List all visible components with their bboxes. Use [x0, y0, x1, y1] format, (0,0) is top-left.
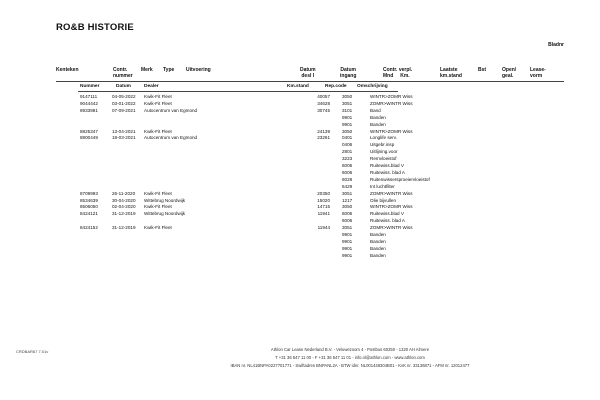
rep-code: 3051 [342, 225, 353, 231]
footer-address: Athlon Car Lease Nederland B.V. - Veluwezoom 4 - Postbus 60250 - 1320 AH Almere [270, 347, 430, 352]
dealer-name: Kwik-Fit Fleet [144, 225, 172, 231]
km-stand: 11941 [317, 211, 330, 217]
repair-number: 8825347 [80, 128, 98, 134]
header-open-geal: Open/ geal. [502, 67, 517, 79]
description: Banden [370, 245, 386, 251]
repair-date: 03-01-2022 [112, 100, 136, 106]
dealer-name: Wittebrug Noordwijk [144, 211, 186, 217]
rep-code: 6006 [342, 218, 353, 224]
km-stand: 23261 [317, 135, 330, 141]
rep-code: 9901 [342, 245, 353, 251]
dealer-name: Autocentrum van Egmond [144, 107, 198, 113]
km-stand: 14715 [317, 204, 330, 210]
rep-code: 6429 [342, 183, 353, 189]
description: Remvloeistof [370, 156, 397, 162]
description: Uitlijning.voor [370, 149, 398, 155]
rep-code: 6006 [342, 169, 353, 175]
description: Ruitewiss. blad A [370, 169, 405, 175]
description: Ruitenwissersproeiervloeistof [370, 176, 430, 182]
rep-code: 3051 [342, 100, 353, 106]
rep-code: 9901 [342, 232, 353, 237]
repair-number: 8534639 [80, 197, 98, 203]
description: WINTR>ZOMR Wiss [370, 94, 413, 99]
footer-legal: IBAN nr. NL41BNPA0227701771 - Swiftadres BNPANL2A - BTW idnr. NL001448304B01 - KvK nr. 33136871 - AFM nr. 12012477 [230, 363, 470, 368]
dealer-name: Autocentrum van Egmond [144, 135, 198, 141]
description: Ruitewiss. blad A [370, 218, 405, 224]
subheader-datum: Datum [116, 84, 131, 89]
description: Longlife serv. [370, 135, 397, 141]
km-stand: 40057 [317, 94, 330, 99]
repair-date: 31-12-2019 [112, 225, 136, 231]
dealer-name: Kwik-Fit Fleet [144, 190, 172, 196]
description: ZOMR>WINTR Wiss [370, 190, 413, 196]
rep-code: 9901 [342, 121, 353, 127]
repair-date: 07-09-2021 [112, 107, 136, 113]
subheader-divider [78, 91, 398, 92]
repair-number: 8709993 [80, 190, 98, 196]
header-kenteken: Kenteken [56, 67, 79, 73]
repair-date: 30-04-2020 [112, 197, 136, 203]
description: Ruitewiss.blad V [370, 211, 404, 217]
repair-date: 18-03-2021 [112, 135, 136, 141]
rep-code: 3050 [342, 204, 353, 210]
dealer-name: Wittebrug Noordwijk [144, 197, 186, 203]
rep-code: 0401 [342, 135, 353, 141]
rep-code: 9901 [342, 252, 353, 258]
rep-code: 2801 [342, 149, 353, 155]
repair-number: 8933981 [80, 107, 98, 113]
repair-date: 31-12-2019 [112, 211, 136, 217]
km-stand: 24139 [317, 128, 330, 134]
subheader-dealer: Dealer [144, 84, 159, 89]
repair-number: 9044442 [80, 100, 98, 106]
repair-date: 02-04-2020 [112, 204, 136, 210]
description: Ruitewiss.blad V [370, 163, 404, 168]
rep-code: 3050 [342, 128, 353, 134]
header-merk: Merk [141, 67, 153, 73]
repair-number: 8800449 [80, 135, 98, 141]
description: WINTR>ZOMR Wiss [370, 128, 413, 134]
description: ZOMR>WINTR Wiss [370, 100, 413, 106]
header-datum-desl: Datum desl I [300, 67, 316, 79]
subheader-km-stand: Km.stand [287, 84, 309, 89]
description: Uitgebr.insp [370, 142, 395, 148]
repair-number: 8424152 [80, 225, 98, 231]
header-datum-ingang: Datum ingang [340, 67, 357, 79]
header-divider [56, 81, 564, 82]
header-contr-nummer: Contr. nummer [113, 67, 133, 79]
description: Banden [370, 238, 386, 244]
km-stand: 15020 [317, 197, 330, 203]
description: ZOMR>WINTR Wiss [370, 225, 413, 231]
repair-date: 13-04-2021 [112, 128, 136, 134]
header-bst: Bst [478, 67, 487, 73]
description: Banden [370, 114, 386, 120]
dealer-name: Kwik-Fit Fleet [144, 100, 172, 106]
repair-number: 8506050 [80, 204, 98, 210]
rep-code: 6005 [342, 163, 353, 168]
repair-number: 9147111 [80, 94, 98, 99]
subheader-rep-code: Rep.code [325, 84, 347, 89]
header-type: Type [163, 67, 175, 73]
repair-date: 26-11-2020 [112, 190, 136, 196]
rep-code: 3223 [342, 156, 353, 162]
rep-code: 1217 [342, 197, 353, 203]
rep-code: 3050 [342, 94, 353, 99]
repair-number: 8424121 [80, 211, 98, 217]
description: WINTR>ZOMR Wiss [370, 204, 413, 210]
subheader-omschrijving: Omschrijving [357, 84, 388, 89]
rep-code: 3051 [342, 190, 353, 196]
description: Int luchtfilter [370, 183, 395, 189]
description: Banden [370, 121, 386, 127]
rep-code: 9901 [342, 238, 353, 244]
header-laatste-km: Laatste km.stand [440, 67, 462, 79]
km-stand: 30745 [317, 107, 330, 113]
description: Olie bijvullen [370, 197, 397, 203]
page-title: RO&B HISTORIE [56, 22, 134, 33]
rep-code: 6005 [342, 211, 353, 217]
dealer-name: Kwik-Fit Fleet [144, 94, 172, 99]
dealer-name: Kwik-Fit Fleet [144, 204, 172, 210]
repair-date: 04-05-2022 [112, 94, 136, 99]
description: Band [370, 107, 381, 113]
subheader-nummer: Nummer [80, 84, 100, 89]
description: Banden [370, 232, 386, 237]
rep-code: 9901 [342, 114, 353, 120]
dealer-name: Kwik-Fit Fleet [144, 128, 172, 134]
rep-code: 3101 [342, 107, 353, 113]
km-stand: 20350 [317, 190, 330, 196]
km-stand: 34628 [317, 100, 330, 106]
document-id: CRDBAR67 7.01v [16, 349, 49, 354]
header-uitvoering: Uitvoering [186, 67, 211, 73]
header-contr-verpl: Contr. verpl. Mnd Km. [383, 67, 413, 79]
rep-code: 0406 [342, 142, 353, 148]
footer-contact: T +31 36 547 11 00 - F +31 36 547 11 01 - info.nl@athlon.com - www.athlon.com [275, 355, 425, 360]
table-row [0, 252, 600, 259]
header-lease-vorm: Lease- vorm [530, 67, 546, 79]
rep-code: 6028 [342, 176, 353, 182]
page-number-label: Bladnr [548, 42, 564, 48]
description: Banden [370, 252, 386, 258]
km-stand: 11944 [317, 225, 330, 231]
